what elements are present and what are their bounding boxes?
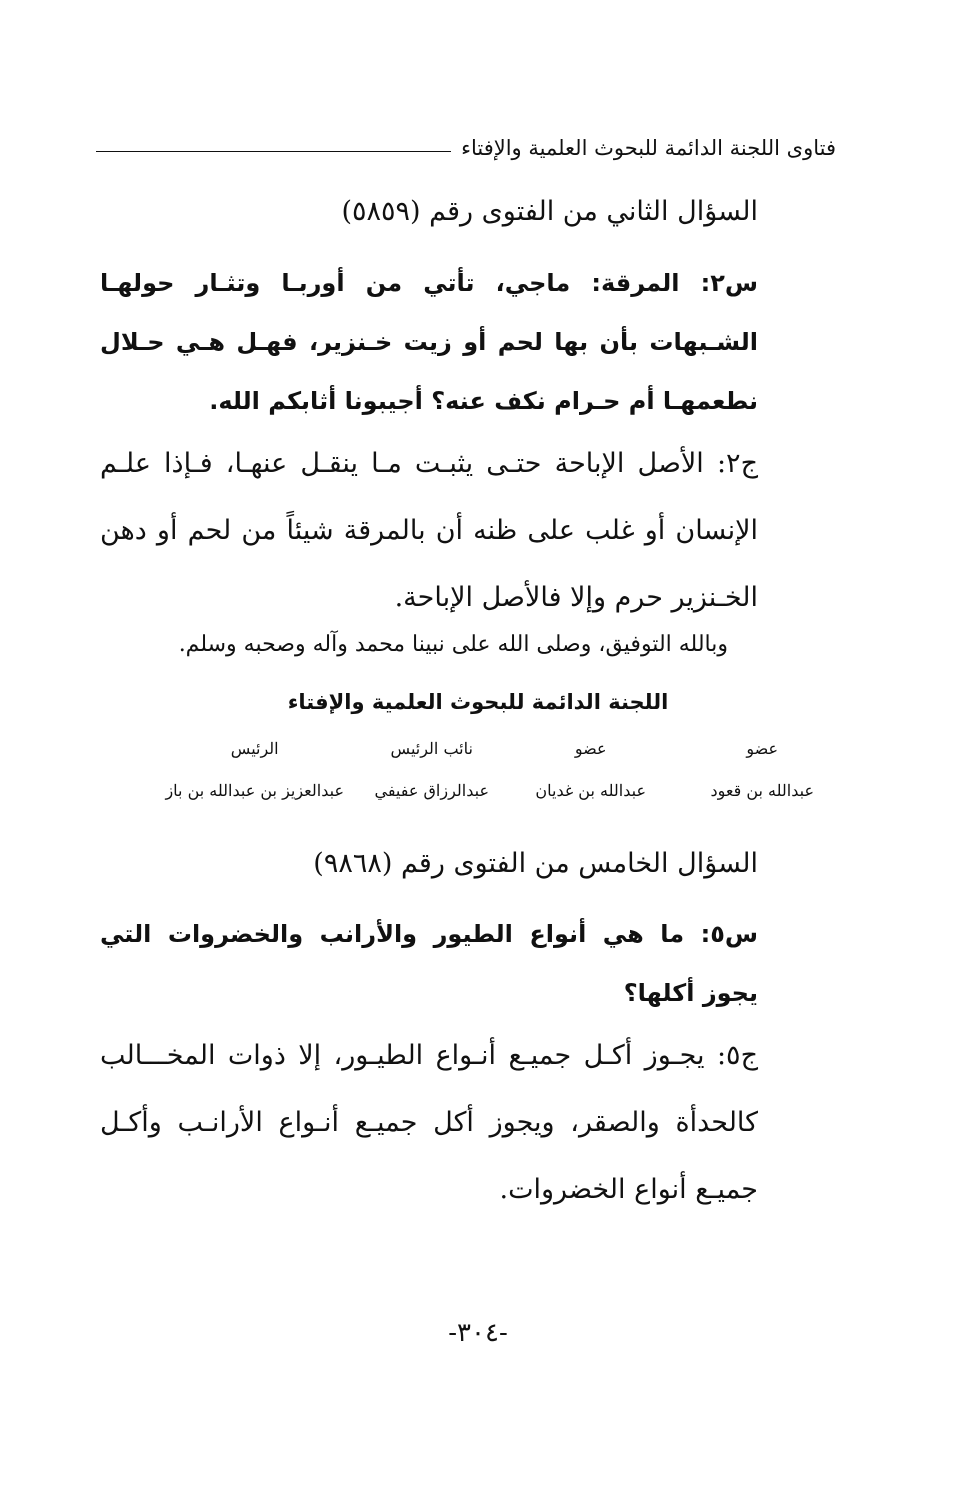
- running-header: [96, 128, 836, 168]
- signer-4: [165, 736, 344, 802]
- committee-name: اللجنة الدائمة للبحوث العلمية والإفتاء: [287, 690, 669, 714]
- page-number: -٣٠٤-: [448, 1318, 508, 1348]
- question-heading-2: السؤال الخامس من الفتوى رقم (٩٨٦٨): [313, 848, 758, 879]
- signer-role: عضو: [574, 739, 607, 758]
- answer-text-1: الأصل الإباحة حتـى يثبـت مـا ينقـل عنهـا، فـإذا علـم الإنسان أو غلب على ظنه أن بالمرقة شيئاً من لحم أو دهن الخـنزير حرم وإلا فالأصل الإباحة.: [100, 448, 758, 613]
- signer-3: [375, 736, 490, 802]
- signer-name: عبدالله بن قعود: [710, 781, 814, 800]
- question-label-1: س٢:: [700, 269, 758, 297]
- question-text-1: المرقة: ماجي، تأتي من أوربـا وتثـار حولهـا الشـبهات بأن بها لحم أو زيت خـنزير، فهـل هـي حـلال نطعمهـا أم حـرام نكف عنه؟ أجيبونا أثابكم الله.: [100, 269, 758, 415]
- question-2: [100, 905, 758, 1023]
- answer-label-1: ج٢:: [716, 448, 758, 479]
- closing-text: وبالله التوفيق، وصلى الله على نبينا محمد وآله وصحبه وسلم.: [178, 632, 728, 657]
- signer-2: [535, 736, 646, 802]
- question-heading-1: السؤال الثاني من الفتوى رقم (٥٨٥٩): [341, 196, 758, 227]
- header-title: فتاوى اللجنة الدائمة للبحوث العلمية والإفتاء: [461, 136, 836, 160]
- answer-text-2: يجـوز أكـل جميـع أنـواع الطيـور، إلا ذوات المخـــالب كالحدأة والصقر، ويجوز أكل جميـع أنـواع الأرانـب وأكـل جميـع أنواع الخضروات.: [100, 1040, 758, 1205]
- signer-role: عضو: [746, 739, 779, 758]
- answer-label-2: ج٥:: [716, 1040, 758, 1071]
- signer-1: [710, 736, 814, 802]
- signer-role: الرئيس: [230, 739, 279, 758]
- answer-2: [100, 1022, 758, 1223]
- question-text-2: ما هي أنواع الطيور والأرانب والخضروات التي يجوز أكلها؟: [100, 920, 758, 1007]
- question-1: [100, 254, 758, 431]
- answer-1: [100, 430, 758, 631]
- signer-name: عبدالله بن غديان: [535, 781, 646, 800]
- committee-signers: [110, 736, 814, 816]
- signer-role: نائب الرئيس: [390, 739, 473, 758]
- header-rule: [96, 151, 451, 152]
- question-label-2: س٥:: [700, 920, 758, 948]
- signer-name: عبدالرزاق عفيفي: [374, 781, 489, 800]
- signer-name: عبدالعزيز بن عبدالله بن باز: [165, 781, 344, 800]
